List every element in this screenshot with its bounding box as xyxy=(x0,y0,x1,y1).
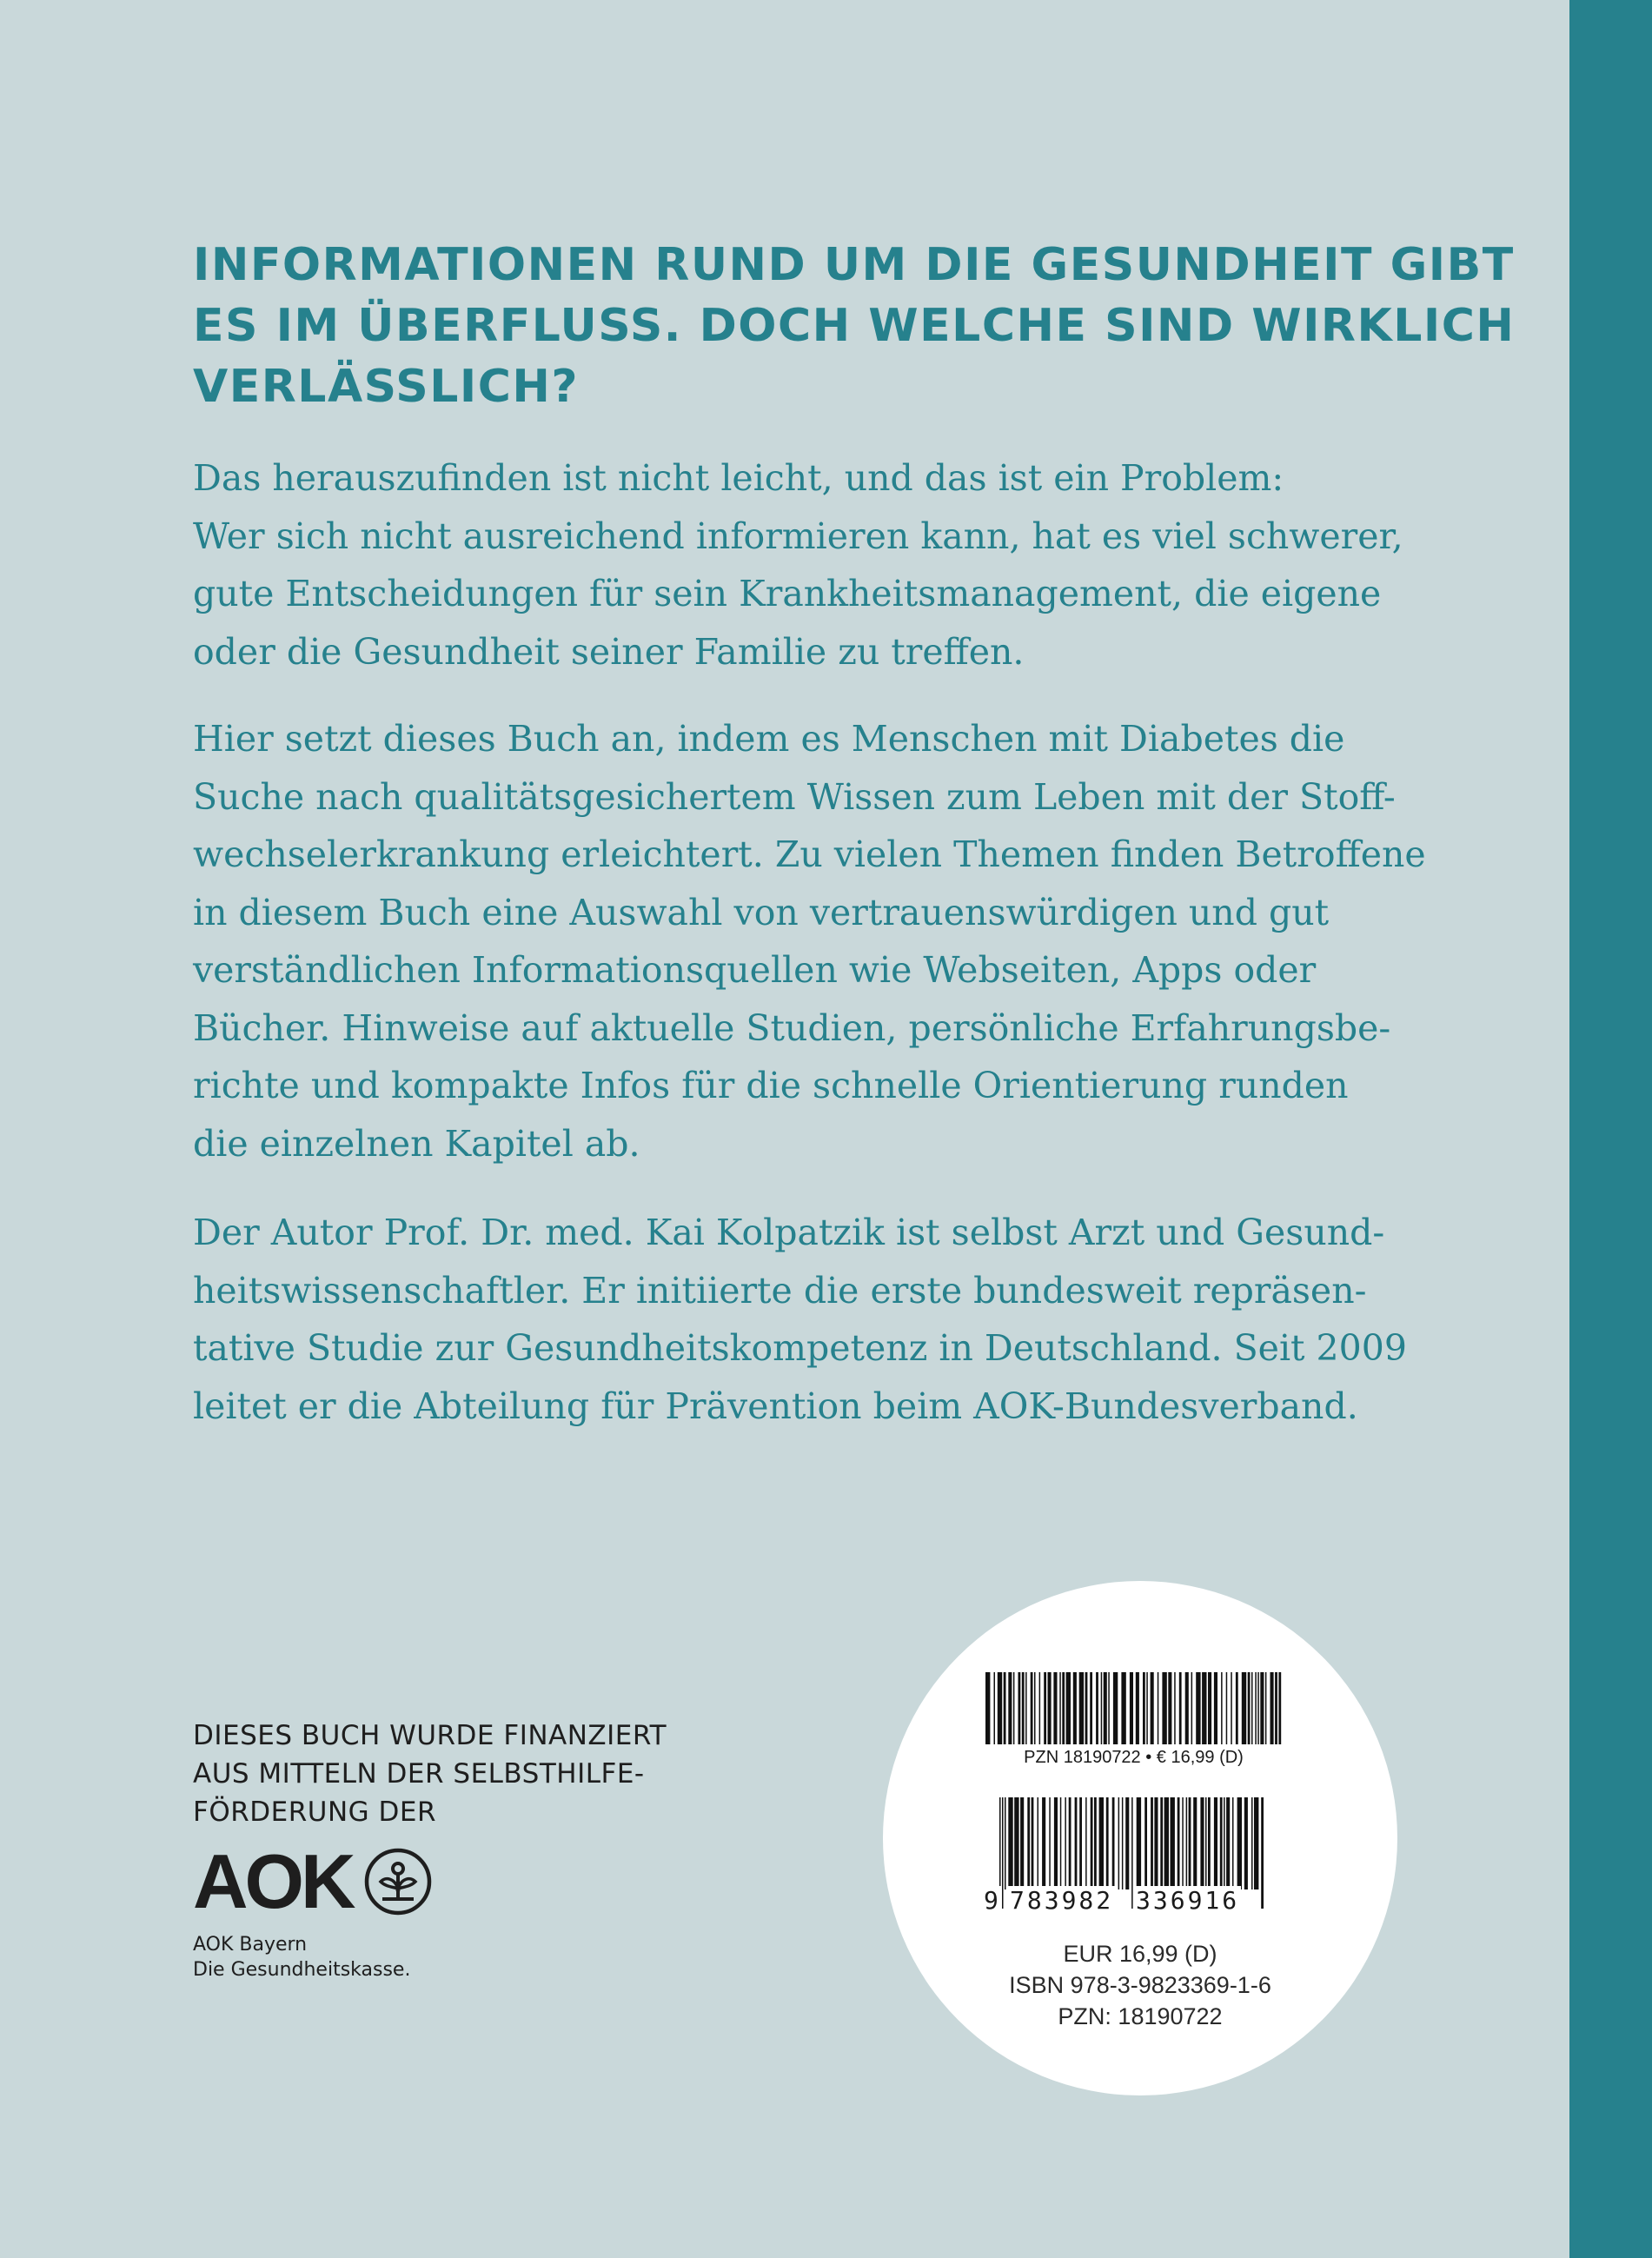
barcode-bar xyxy=(1085,1672,1088,1744)
barcode-bar xyxy=(1112,1797,1115,1889)
book-description-paragraph xyxy=(193,710,1453,1172)
barcode-bar xyxy=(1113,1672,1118,1744)
barcode-bar xyxy=(1271,1672,1274,1744)
barcode-bar xyxy=(1242,1672,1246,1744)
aok-slogan: Die Gesundheitskasse. xyxy=(193,1959,411,1981)
paragraph-line: gute Entscheidungen für sein Krankheitsmanagement, die eigene xyxy=(193,573,1382,614)
barcode-bar xyxy=(1002,1797,1004,1909)
barcode-bar xyxy=(1039,1672,1041,1744)
barcode-bar xyxy=(994,1672,996,1744)
barcode-bar xyxy=(1208,1797,1211,1889)
barcode-bar xyxy=(1236,1672,1238,1744)
barcode-bar xyxy=(1053,1672,1057,1744)
barcode-bar xyxy=(1179,1672,1182,1744)
price-info xyxy=(883,1938,1397,2032)
barcode-bar xyxy=(1137,1797,1141,1889)
paragraph-line: Der Autor Prof. Dr. med. Kai Kolpatzik ist selbst Arzt und Gesund- xyxy=(193,1212,1385,1253)
barcode-bar xyxy=(1208,1672,1211,1744)
paragraph-line: in diesem Buch eine Auswahl von vertrauenswürdigen und gut xyxy=(193,891,1330,933)
barcode-bar xyxy=(1232,1797,1234,1889)
paragraph-line: richte und kompakte Infos für die schnelle Orientierung runden xyxy=(193,1065,1349,1106)
barcode-bar xyxy=(1136,1672,1139,1744)
paragraph-line: verständlichen Informationsquellen wie Webseiten, Apps oder xyxy=(193,949,1317,991)
barcode-bar xyxy=(1220,1797,1223,1889)
funding-notice xyxy=(193,1717,667,1831)
barcode-bar xyxy=(1069,1797,1071,1889)
barcode-bar xyxy=(1151,1672,1154,1744)
aok-logo xyxy=(193,1847,432,1916)
isbn-text: ISBN 978-3-9823369-1-6 xyxy=(1009,1972,1271,1998)
paragraph-line: Das herauszufinden ist nicht leicht, und das ist ein Problem: xyxy=(193,457,1284,499)
barcode-bar xyxy=(1049,1797,1051,1889)
barcode-bar xyxy=(1101,1672,1103,1744)
barcode-bar xyxy=(1130,1672,1133,1744)
barcode-bar xyxy=(1008,1797,1012,1889)
barcode-bar xyxy=(1160,1797,1163,1889)
isbn-digit-first: 9 xyxy=(984,1886,1001,1915)
barcode-bar xyxy=(1171,1797,1175,1889)
barcode-bar xyxy=(1151,1797,1153,1889)
barcode-bar xyxy=(1025,1672,1027,1744)
price-eur: EUR 16,99 (D) xyxy=(1063,1941,1217,1967)
paragraph-line: die einzelnen Kapitel ab. xyxy=(193,1122,640,1165)
barcode-bar xyxy=(1178,1797,1180,1889)
barcode-bar xyxy=(1073,1672,1077,1744)
barcode-bar xyxy=(1090,1672,1092,1744)
aok-subline xyxy=(193,1932,410,1982)
barcode-bar xyxy=(1125,1797,1129,1889)
paragraph-line: oder die Gesundheit seiner Familie zu treffen. xyxy=(193,630,1025,673)
funding-line: AUS MITTELN DER SELBSTHILFE- xyxy=(193,1758,645,1790)
barcode-bar xyxy=(1108,1672,1110,1744)
barcode-bar xyxy=(1020,1797,1024,1889)
barcode-bar xyxy=(1224,1797,1225,1889)
isbn-digit-group: 783982 xyxy=(1010,1886,1114,1915)
aok-logo-text: AOK xyxy=(193,1847,353,1916)
barcode-bar xyxy=(1244,1797,1248,1889)
barcode-bar xyxy=(1059,1672,1061,1744)
barcode-bar xyxy=(1185,1672,1189,1744)
barcode-bar xyxy=(1191,1672,1193,1744)
barcode-bar xyxy=(1261,1797,1264,1909)
barcode-bar xyxy=(1054,1797,1058,1889)
headline-line: ES IM ÜBERFLUSS. DOCH WELCHE SIND WIRKLICH xyxy=(193,300,1516,352)
barcode-bar xyxy=(1214,1672,1217,1744)
barcode-bar xyxy=(1099,1797,1104,1889)
barcode-bar xyxy=(1255,1672,1257,1744)
barcode-bar xyxy=(1048,1672,1052,1744)
barcode-bar xyxy=(1118,1797,1120,1889)
paragraph-line: Suche nach qualitätsgesichertem Wissen zum Leben mit der Stoff- xyxy=(193,775,1396,818)
barcode-bar xyxy=(1038,1797,1039,1889)
barcode-bar xyxy=(1186,1797,1188,1889)
barcode-bar xyxy=(1106,1797,1109,1889)
isbn-digit-group: 336916 xyxy=(1136,1886,1240,1915)
paragraph-line: heitswissenschaftler. Er initiierte die erste bundesweit repräsen- xyxy=(193,1269,1367,1312)
barcode-bar xyxy=(985,1672,990,1744)
paragraph-line: Wer sich nicht ausreichend informieren kann, hat es viel schwerer, xyxy=(193,515,1403,557)
barcode-bar xyxy=(1144,1797,1147,1889)
barcode-bar xyxy=(1189,1797,1191,1889)
funding-line: DIESES BUCH WURDE FINANZIERT xyxy=(193,1720,667,1751)
paragraph-line: Bücher. Hinweise auf aktuelle Studien, persönliche Erfahrungsbe- xyxy=(193,1006,1391,1049)
barcode-bar xyxy=(998,1672,1002,1744)
barcode-bar xyxy=(1013,1672,1015,1744)
barcode-bar xyxy=(1079,1797,1082,1889)
barcode-bar xyxy=(1146,1672,1148,1744)
paragraph-line: leitet er die Abteilung für Prävention beim AOK-Bundesverband. xyxy=(193,1385,1358,1427)
barcode-bar xyxy=(1027,1797,1030,1889)
barcode-bar xyxy=(1265,1672,1267,1744)
barcode-bar xyxy=(1174,1672,1176,1744)
barcode-bar xyxy=(1254,1797,1258,1889)
barcode-bar xyxy=(1075,1797,1078,1889)
barcode-bar xyxy=(1042,1797,1045,1889)
barcode-bar xyxy=(1143,1672,1145,1744)
barcode-bar xyxy=(1031,1672,1033,1744)
barcode-bar xyxy=(1202,1672,1206,1744)
headline-line: VERLÄSSLICH? xyxy=(193,361,580,413)
barcode-bar xyxy=(1221,1672,1223,1744)
barcode-bar xyxy=(1085,1797,1087,1889)
barcode-bar xyxy=(1168,1672,1171,1744)
barcode-bar xyxy=(1251,1672,1253,1744)
barcode-bar xyxy=(1205,1797,1207,1889)
barcode-bar xyxy=(1257,1672,1259,1744)
barcode-bar xyxy=(1122,1797,1124,1889)
intro-paragraph xyxy=(193,449,1453,681)
aok-region: AOK Bayern xyxy=(193,1934,308,1956)
barcode-bar xyxy=(1214,1797,1217,1889)
book-spine-band xyxy=(1569,0,1652,2258)
barcode-bar xyxy=(1044,1672,1046,1744)
barcode-bar xyxy=(1164,1797,1169,1889)
barcode-bar xyxy=(1251,1797,1253,1889)
barcode-bar xyxy=(1196,1672,1200,1744)
funding-line: FÖRDERUNG DER xyxy=(193,1796,437,1828)
barcode-bar xyxy=(1091,1797,1093,1889)
pzn-barcode xyxy=(985,1672,1282,1744)
headline xyxy=(193,235,1516,417)
barcode-bar xyxy=(1182,1797,1184,1889)
pzn-barcode-label: PZN 18190722 • € 16,99 (D) xyxy=(1024,1748,1244,1767)
barcode-bar xyxy=(1014,1797,1018,1889)
barcode-bar xyxy=(1237,1797,1242,1889)
paragraph-line: Hier setzt dieses Buch an, indem es Menschen mit Diabetes die xyxy=(193,718,1345,760)
barcode-bar xyxy=(1154,1797,1158,1889)
barcode-bar xyxy=(1275,1672,1277,1744)
author-paragraph xyxy=(193,1204,1453,1435)
barcode-bar xyxy=(1121,1672,1125,1744)
paragraph-line: tative Studie zur Gesundheitskompetenz in Deutschland. Seit 2009 xyxy=(193,1327,1407,1369)
barcode-bar xyxy=(1096,1672,1098,1744)
barcode-bar xyxy=(1260,1672,1264,1744)
barcode-bar xyxy=(1158,1672,1159,1744)
barcode-bar xyxy=(1193,1797,1197,1889)
barcode-bar xyxy=(1032,1797,1034,1889)
barcode-bar xyxy=(1065,1797,1066,1889)
barcode-bar xyxy=(1231,1672,1232,1744)
barcode-bar xyxy=(1034,1672,1036,1744)
barcode-bar xyxy=(1162,1672,1166,1744)
barcode-bar xyxy=(1008,1672,1012,1744)
barcode-bar xyxy=(1131,1797,1133,1909)
aok-tree-icon xyxy=(367,1850,429,1913)
barcode-bar xyxy=(1004,1672,1006,1744)
barcode-bar xyxy=(1226,1672,1228,1744)
barcode-bar xyxy=(1079,1672,1084,1744)
barcode-bar xyxy=(1060,1797,1062,1889)
barcode-bar xyxy=(1066,1672,1071,1744)
pzn-text: PZN: 18190722 xyxy=(1058,2003,1223,2029)
barcode-bar xyxy=(1104,1672,1107,1744)
barcode-bar xyxy=(1226,1797,1230,1889)
barcode-bar xyxy=(1022,1672,1025,1744)
barcode-bar xyxy=(1005,1797,1006,1889)
paragraph-line: wechselerkrankung erleichtert. Zu vielen Themen finden Betroffene xyxy=(193,833,1426,875)
barcode-bar xyxy=(1248,1672,1251,1744)
barcode-bar xyxy=(1200,1797,1204,1889)
barcode-bar xyxy=(1278,1672,1281,1744)
barcode-bar xyxy=(1062,1672,1065,1744)
barcode-bar xyxy=(1018,1672,1021,1744)
barcode-bar xyxy=(1094,1797,1097,1889)
headline-line: INFORMATIONEN RUND UM DIE GESUNDHEIT GIBT xyxy=(193,239,1515,291)
